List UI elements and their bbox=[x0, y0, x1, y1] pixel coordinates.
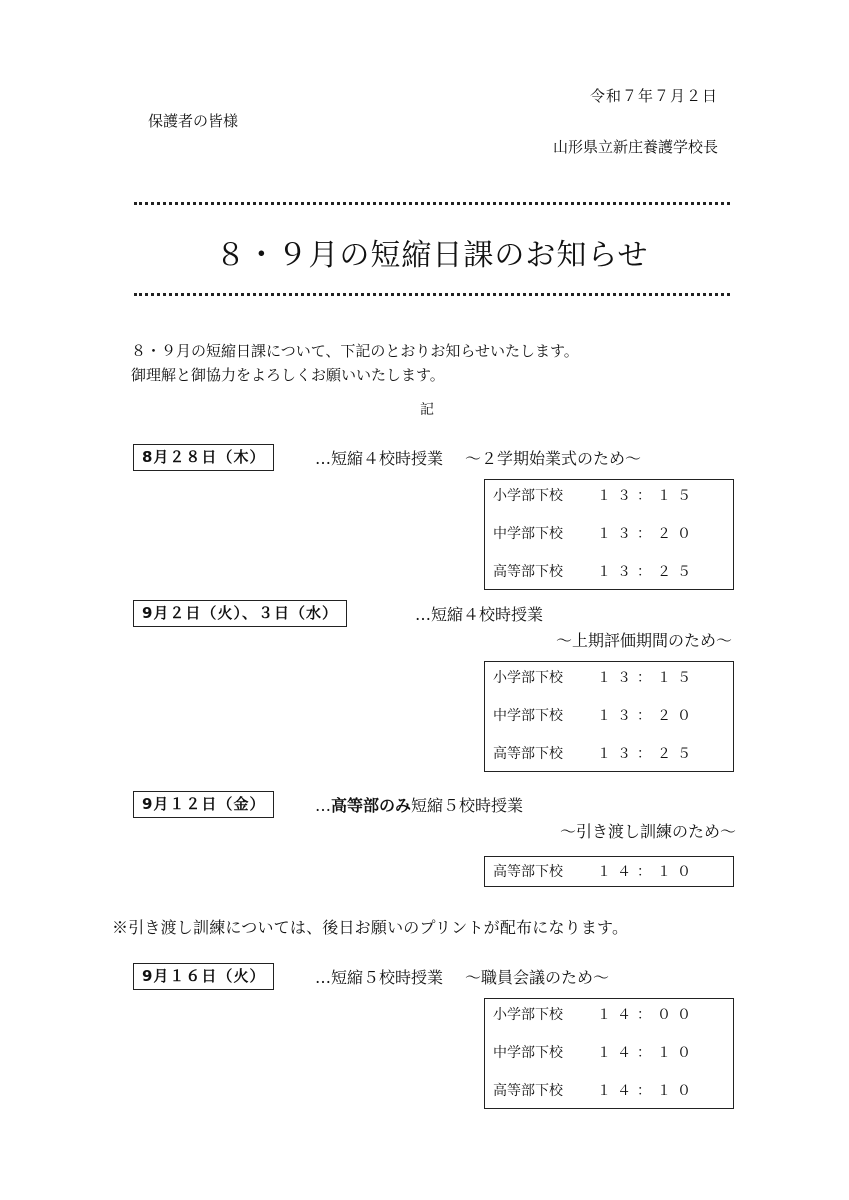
dismissal-time: １３：２５ bbox=[597, 564, 697, 580]
dismissal-time: １４：１０ bbox=[597, 1083, 697, 1099]
schedule-purpose: ～上期評価期間のため～ bbox=[555, 631, 732, 650]
dismissal-time: １３：２５ bbox=[597, 746, 697, 762]
schedule-date: 9月２日（火）、３日（水） bbox=[133, 600, 347, 627]
schedule-date: 9月１６日（火） bbox=[133, 963, 274, 990]
intro-line-1: ８・９月の短縮日課について、下記のとおりお知らせいたします。 bbox=[131, 342, 579, 360]
dismissal-row bbox=[493, 1078, 725, 1108]
dismissal-label: 高等部下校 bbox=[493, 564, 563, 580]
dismissal-time-table bbox=[484, 661, 734, 772]
schedule-prefix: … bbox=[315, 449, 331, 468]
training-note: ※引き渡し訓練については、後日お願いのプリントが配布になります。 bbox=[112, 918, 629, 937]
schedule-description bbox=[315, 965, 609, 988]
schedule-description bbox=[315, 793, 523, 816]
dismissal-time-table bbox=[484, 856, 734, 887]
schedule-description-text: 短縮５校時授業 bbox=[411, 796, 524, 815]
dismissal-label: 小学部下校 bbox=[493, 670, 563, 686]
document-title: ８・９月の短縮日課のお知らせ bbox=[215, 238, 649, 273]
dismissal-time: １４：１０ bbox=[597, 1045, 697, 1061]
dismissal-time: １３：２０ bbox=[597, 526, 697, 542]
recipient: 保護者の皆様 bbox=[148, 112, 239, 130]
dismissal-row bbox=[493, 741, 725, 771]
dismissal-time: １３：２０ bbox=[597, 708, 697, 724]
schedule-description-text: 短縮４校時授業 bbox=[331, 449, 444, 468]
dismissal-row bbox=[493, 1040, 725, 1078]
intro-line-2: 御理解と御協力をよろしくお願いいたします。 bbox=[131, 366, 445, 384]
dismissal-row bbox=[493, 860, 725, 886]
dismissal-time: １４：００ bbox=[597, 1007, 697, 1023]
schedule-purpose: ～２学期始業式のため～ bbox=[465, 449, 642, 468]
schedule-description bbox=[315, 446, 641, 469]
schedule-purpose: ～引き渡し訓練のため～ bbox=[559, 822, 736, 841]
dismissal-row bbox=[493, 703, 725, 741]
schedule-prefix: … bbox=[415, 605, 431, 624]
dismissal-row bbox=[493, 521, 725, 559]
document-date: 令和７年７月２日 bbox=[589, 87, 718, 105]
dismissal-label: 中学部下校 bbox=[493, 1045, 563, 1061]
dismissal-label: 高等部下校 bbox=[493, 864, 563, 880]
dismissal-row bbox=[493, 1002, 725, 1040]
dismissal-label: 中学部下校 bbox=[493, 526, 563, 542]
schedule-purpose: ～職員会議のため～ bbox=[465, 968, 610, 987]
schedule-highlight: 高等部のみ bbox=[331, 796, 412, 815]
dismissal-row bbox=[493, 665, 725, 703]
dismissal-label: 小学部下校 bbox=[493, 488, 563, 504]
schedule-prefix: … bbox=[315, 968, 331, 987]
dismissal-label: 中学部下校 bbox=[493, 708, 563, 724]
dismissal-label: 高等部下校 bbox=[493, 746, 563, 762]
dismissal-row bbox=[493, 483, 725, 521]
dismissal-time: １３：１５ bbox=[597, 670, 697, 686]
dismissal-row bbox=[493, 559, 725, 589]
dismissal-time-table bbox=[484, 479, 734, 590]
schedule-date: 9月１２日（金） bbox=[133, 791, 274, 818]
dismissal-time: １４：１０ bbox=[597, 864, 697, 880]
schedule-description bbox=[415, 602, 543, 625]
title-divider-top bbox=[134, 202, 730, 205]
sender: 山形県立新庄養護学校長 bbox=[552, 138, 718, 156]
dismissal-time-table bbox=[484, 998, 734, 1109]
ki-heading: 記 bbox=[420, 402, 434, 418]
dismissal-time: １３：１５ bbox=[597, 488, 697, 504]
dismissal-label: 小学部下校 bbox=[493, 1007, 563, 1023]
schedule-prefix: … bbox=[315, 796, 331, 815]
schedule-description-text: 短縮４校時授業 bbox=[431, 605, 544, 624]
schedule-date: 8月２８日（木） bbox=[133, 444, 274, 471]
schedule-description-text: 短縮５校時授業 bbox=[331, 968, 444, 987]
dismissal-label: 高等部下校 bbox=[493, 1083, 563, 1099]
title-divider-bottom bbox=[134, 293, 730, 296]
